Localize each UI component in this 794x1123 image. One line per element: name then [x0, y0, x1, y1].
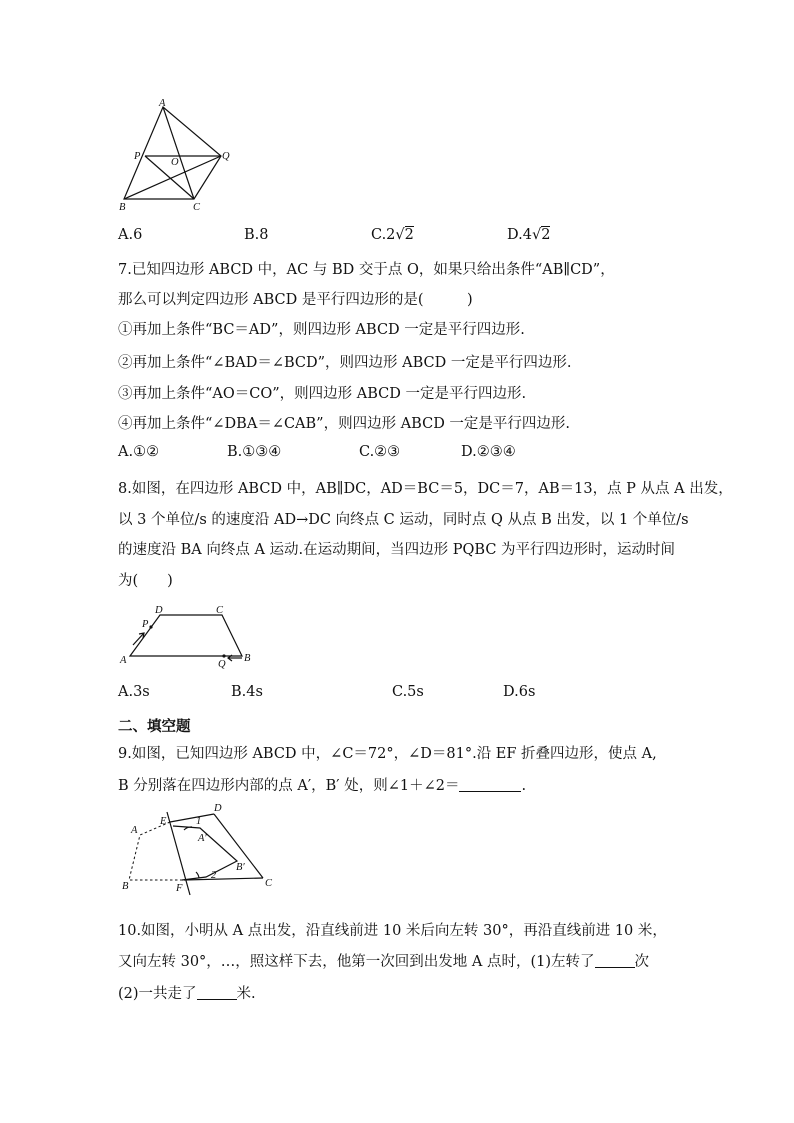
section-heading: 二、填空题	[118, 719, 191, 735]
q9-figure	[112, 800, 287, 898]
q10-stem-line2	[118, 950, 649, 971]
q8-option-d: D.6s	[503, 684, 536, 700]
q7-statement-3: ③再加上条件“AO＝CO”，则四边形 ABCD 一定是平行四边形.	[118, 386, 527, 402]
q8-label-p: P	[142, 619, 149, 630]
q8-label-a: A	[120, 655, 127, 666]
q8-stem-line4: 为( )	[118, 573, 173, 589]
sqrt-symbol-icon: √	[395, 227, 405, 243]
q8-option-a: A.3s	[118, 684, 150, 700]
q6-option-a: A.6	[118, 227, 143, 243]
q8-option-b: B.4s	[231, 684, 263, 700]
q7-statement-1: ①再加上条件“BC＝AD”，则四边形 ABCD 一定是平行四边形.	[118, 322, 525, 338]
q6-figure	[110, 95, 250, 217]
q10-stem-line2-end: 次	[634, 954, 650, 970]
q6-option-c-label: C.2	[371, 227, 396, 243]
q7-stem-line1: 7.已知四边形 ABCD 中，AC 与 BD 交于点 O，如果只给出条件“AB∥CD”，	[118, 262, 615, 278]
q9-label-b-prime: B′	[236, 862, 245, 873]
q10-stem-line3	[118, 982, 256, 1003]
q9-label-e: E	[160, 816, 167, 827]
q8-option-c: C.5s	[392, 684, 424, 700]
q10-stem-line1: 10.如图，小明从 A 点出发，沿直线前进 10 米后向左转 30°，再沿直线前进 10 米，	[118, 923, 667, 939]
q7-statement-4: ④再加上条件“∠DBA＝∠CAB”，则四边形 ABCD 一定是平行四边形.	[118, 416, 571, 432]
q9-label-c: C	[265, 878, 273, 889]
q6-option-d-radicand: 2	[541, 227, 551, 243]
q6-label-c: C	[193, 202, 201, 213]
q10-stem-line3-end: 米.	[236, 986, 256, 1002]
q9-label-1: 1	[196, 816, 202, 827]
q7-stem-line2: 那么可以判定四边形 ABCD 是平行四边形的是( )	[118, 292, 473, 308]
q6-label-a: A	[159, 98, 166, 109]
q7-option-b: B.①③④	[227, 444, 282, 460]
q9-stem-line2-end: .	[521, 778, 527, 794]
q9-label-a: A	[131, 825, 138, 836]
q8-label-c: C	[216, 605, 224, 616]
q6-option-d	[507, 227, 550, 243]
q6-label-b: B	[119, 202, 126, 213]
q8-label-b: B	[244, 653, 251, 664]
q6-option-d-label: D.4	[507, 227, 532, 243]
q7-option-d: D.②③④	[461, 444, 516, 460]
q6-option-c	[371, 227, 414, 243]
q10-answer-blank-1	[595, 953, 635, 968]
q8-label-q: Q	[218, 659, 226, 670]
q9-stem-line2	[118, 774, 526, 795]
q9-label-b: B	[122, 881, 129, 892]
q6-label-q: Q	[222, 151, 230, 162]
q6-option-c-radicand: 2	[404, 227, 414, 243]
q10-stem-line2-text: 又向左转 30°，…，照这样下去，他第一次回到出发地 A 点时，(1)左转了	[118, 954, 595, 970]
q6-label-o: O	[171, 157, 179, 168]
q6-option-b: B.8	[244, 227, 269, 243]
q9-label-2: 2	[211, 870, 217, 881]
q9-answer-blank	[459, 777, 521, 792]
sqrt-symbol-icon: √	[531, 227, 542, 243]
q8-stem-line1: 8.如图，在四边形 ABCD 中，AB∥DC，AD＝BC＝5，DC＝7，AB＝13，点 P 从点 A 出发，	[118, 481, 733, 497]
q7-option-a: A.①②	[118, 444, 160, 460]
q9-label-f: F	[176, 883, 183, 894]
q10-answer-blank-2	[197, 985, 237, 1000]
q8-figure	[112, 600, 272, 670]
q7-statement-2: ②再加上条件“∠BAD＝∠BCD”，则四边形 ABCD 一定是平行四边形.	[118, 355, 572, 371]
q8-stem-line2: 以 3 个单位/s 的速度沿 AD→DC 向终点 C 运动，同时点 Q 从点 B 出发，以 1 个单位/s	[118, 512, 689, 528]
q8-stem-line3: 的速度沿 BA 向终点 A 运动.在运动期间，当四边形 PQBC 为平行四边形时，运动时间	[118, 542, 676, 558]
q9-stem-line1: 9.如图，已知四边形 ABCD 中，∠C＝72°，∠D＝81°.沿 EF 折叠四边形，使点 A,	[118, 746, 657, 762]
q7-option-c: C.②③	[359, 444, 401, 460]
q6-label-p: P	[134, 151, 141, 162]
q10-stem-line3-text: (2)一共走了	[118, 986, 197, 1002]
q9-stem-line2-text: B 分别落在四边形内部的点 A′，B′ 处，则∠1＋∠2＝	[118, 778, 460, 794]
q9-label-a-prime: A′	[198, 833, 207, 844]
q9-label-d: D	[214, 803, 222, 814]
q8-label-d: D	[155, 605, 163, 616]
